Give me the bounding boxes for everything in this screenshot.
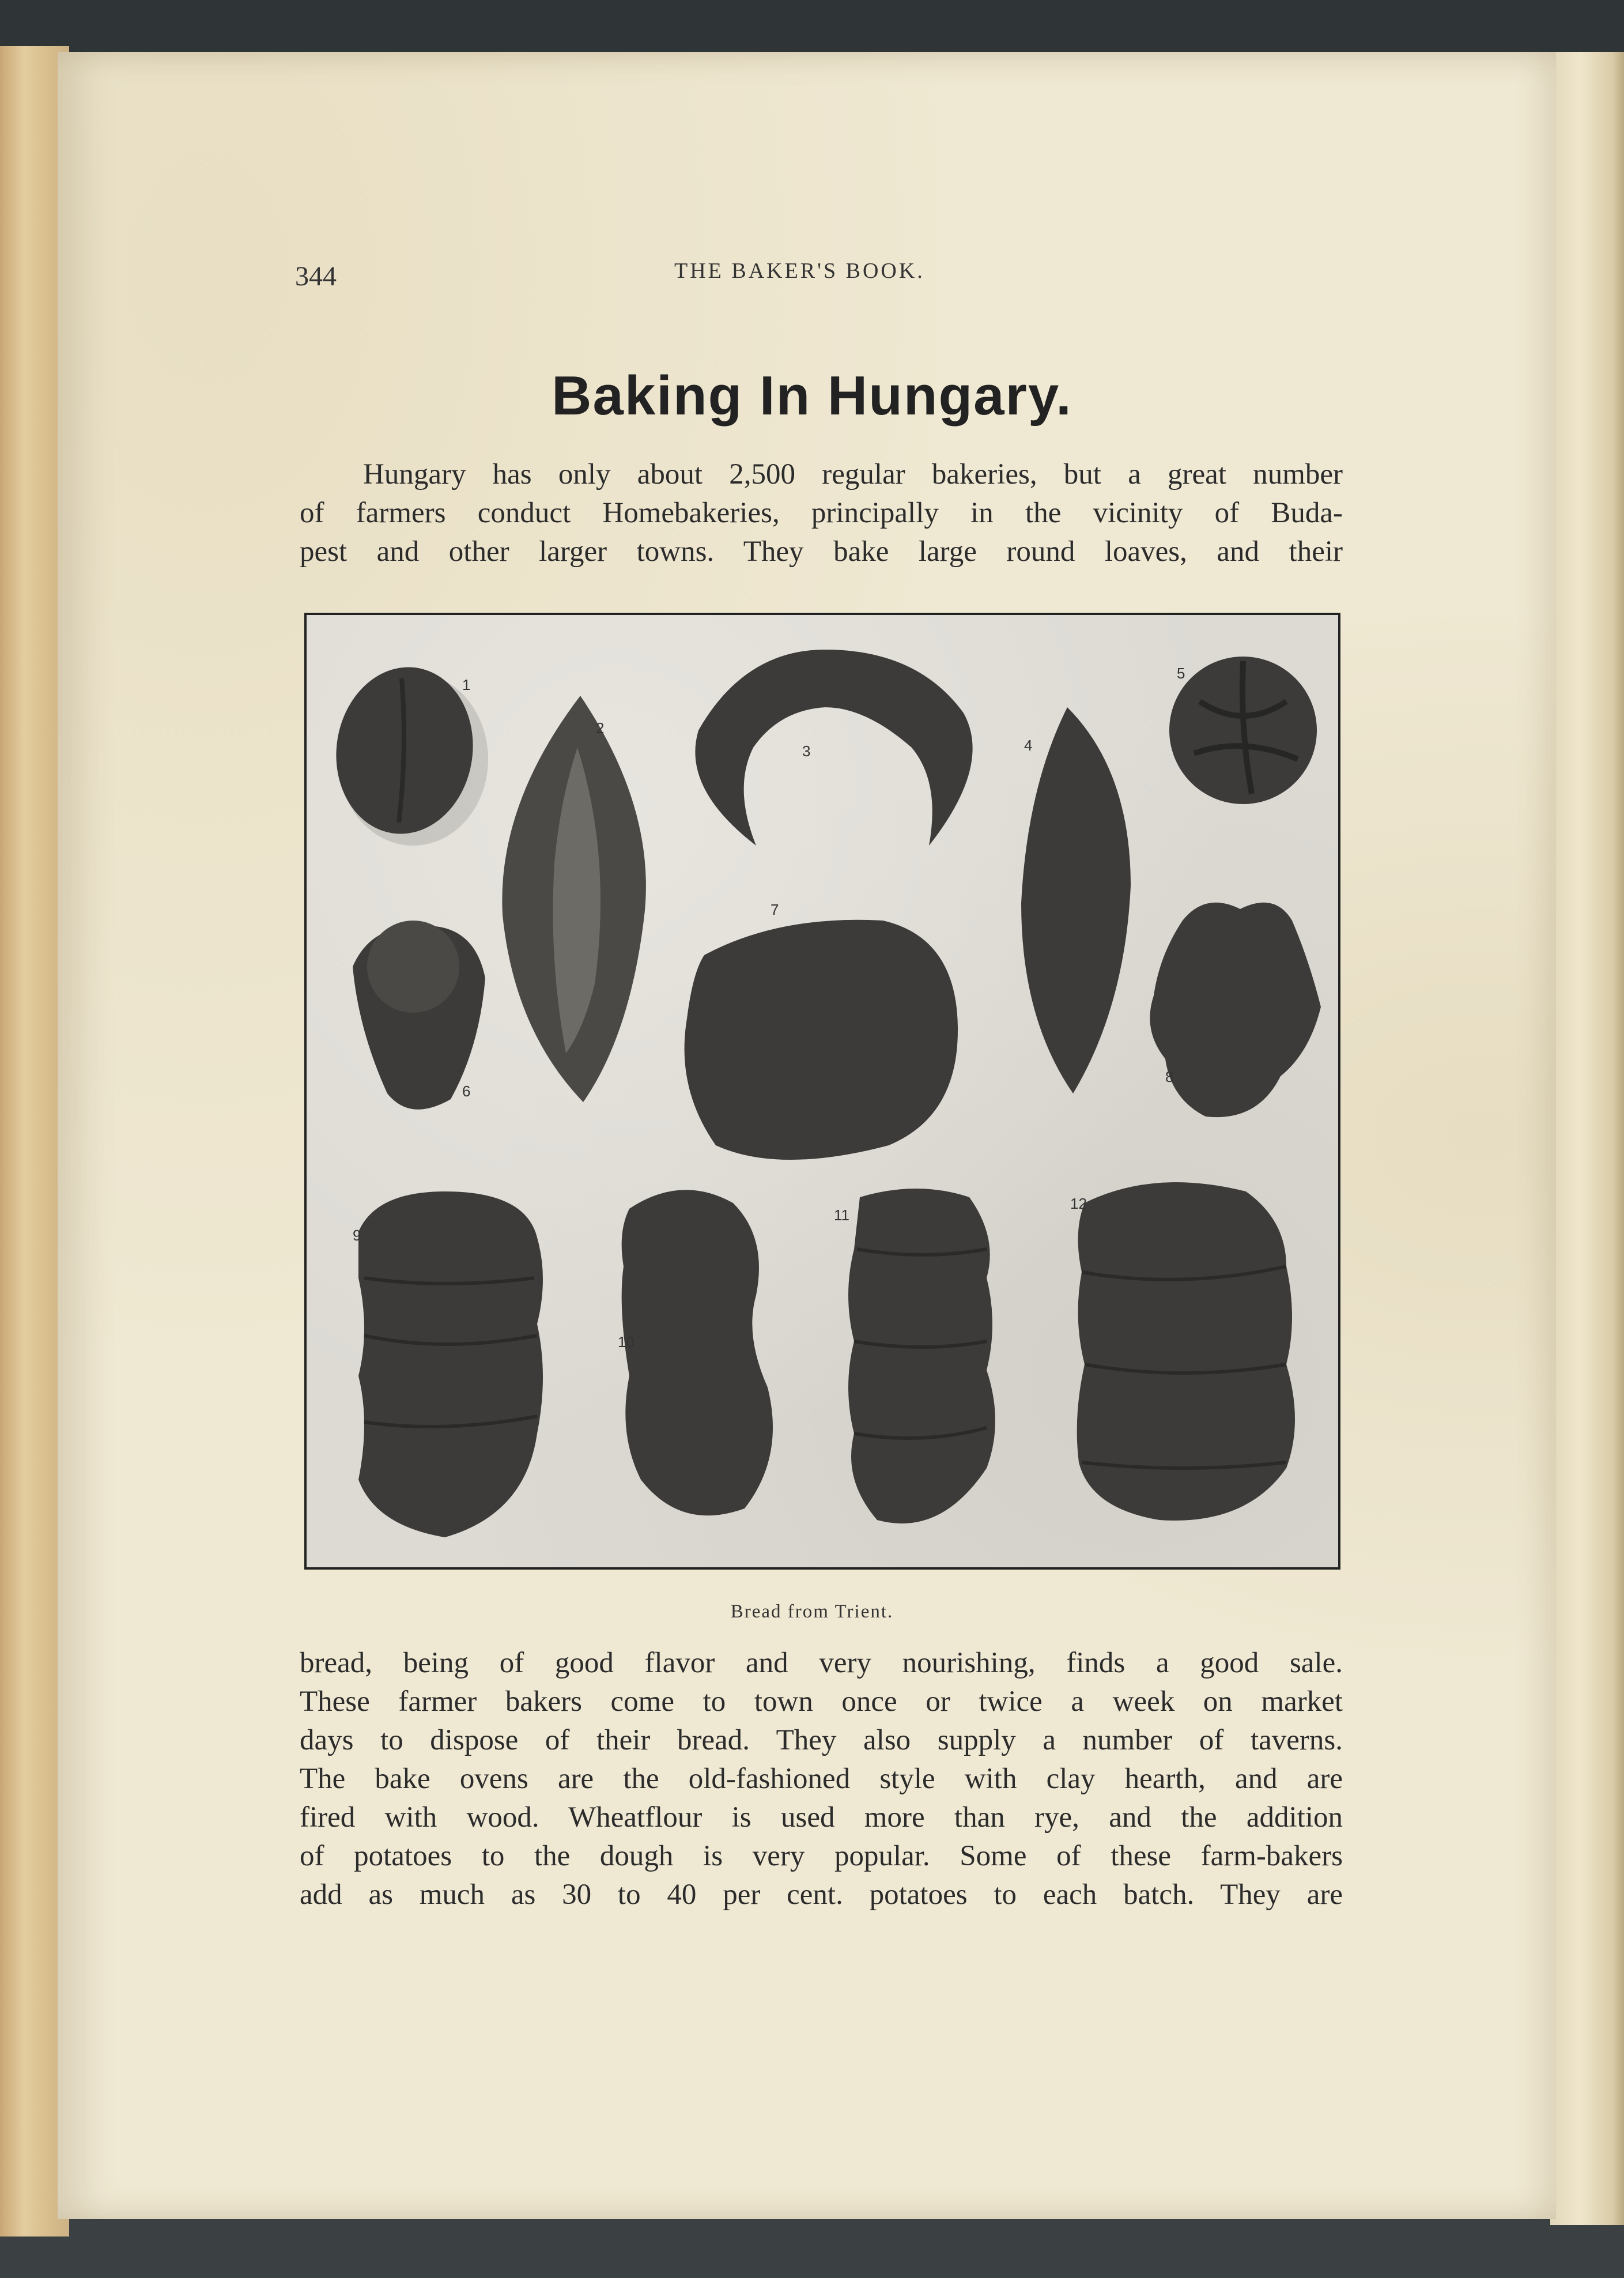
article-title: Baking In Hungary. (552, 365, 1072, 427)
text-line: The bake ovens are the old-fashioned style with clay hearth, and are (300, 1763, 1343, 1795)
label-5: 5 (1177, 665, 1185, 682)
text-line: add as much as 30 to 40 per cent. potatoes to each batch. They are (300, 1879, 1343, 1911)
figure-caption: Bread from Trient. (730, 1601, 894, 1622)
text-line: These farmer bakers come to town once or twice a week on market (300, 1685, 1343, 1718)
bread-11 (848, 1189, 995, 1523)
text-line: days to dispose of their bread. They also supply a number of taverns. (300, 1724, 1343, 1756)
label-10: 10 (618, 1333, 635, 1351)
label-12: 12 (1070, 1195, 1087, 1212)
running-head: THE BAKER'S BOOK. (674, 259, 925, 283)
bread-8 (1150, 903, 1321, 1117)
bread-9 (358, 1191, 543, 1537)
text-line: Hungary has only about 2,500 regular bakeries, but a great number (363, 458, 1343, 491)
text-line: pest and other larger towns. They bake large round loaves, and their (300, 535, 1343, 568)
label-9: 9 (353, 1227, 361, 1244)
bread-4 (1021, 707, 1131, 1093)
bread-7 (685, 920, 958, 1160)
bread-10 (622, 1190, 773, 1515)
text-line: fired with wood. Wheatflour is used more than rye, and the addition (300, 1801, 1343, 1834)
page-number: 344 (295, 261, 337, 292)
label-1: 1 (462, 676, 471, 693)
paragraph-continued (300, 1644, 1343, 1914)
text-line: of potatoes to the dough is very popular. Some of these farm-bakers (300, 1840, 1343, 1872)
text-line: of farmers conduct Homebakeries, principally in the vicinity of Buda- (300, 497, 1343, 529)
label-11: 11 (834, 1206, 849, 1224)
label-6: 6 (462, 1083, 471, 1100)
label-7: 7 (771, 901, 779, 918)
label-3: 3 (802, 742, 811, 760)
paragraph-intro (300, 455, 1343, 571)
label-8: 8 (1165, 1068, 1174, 1085)
label-2: 2 (596, 719, 605, 737)
bread-3 (695, 650, 972, 846)
text-line: bread, being of good flavor and very nourishing, finds a good sale. (300, 1647, 1343, 1679)
label-4: 4 (1024, 737, 1033, 754)
bread-photograph (304, 613, 1340, 1570)
bread-illustration (307, 615, 1338, 1567)
